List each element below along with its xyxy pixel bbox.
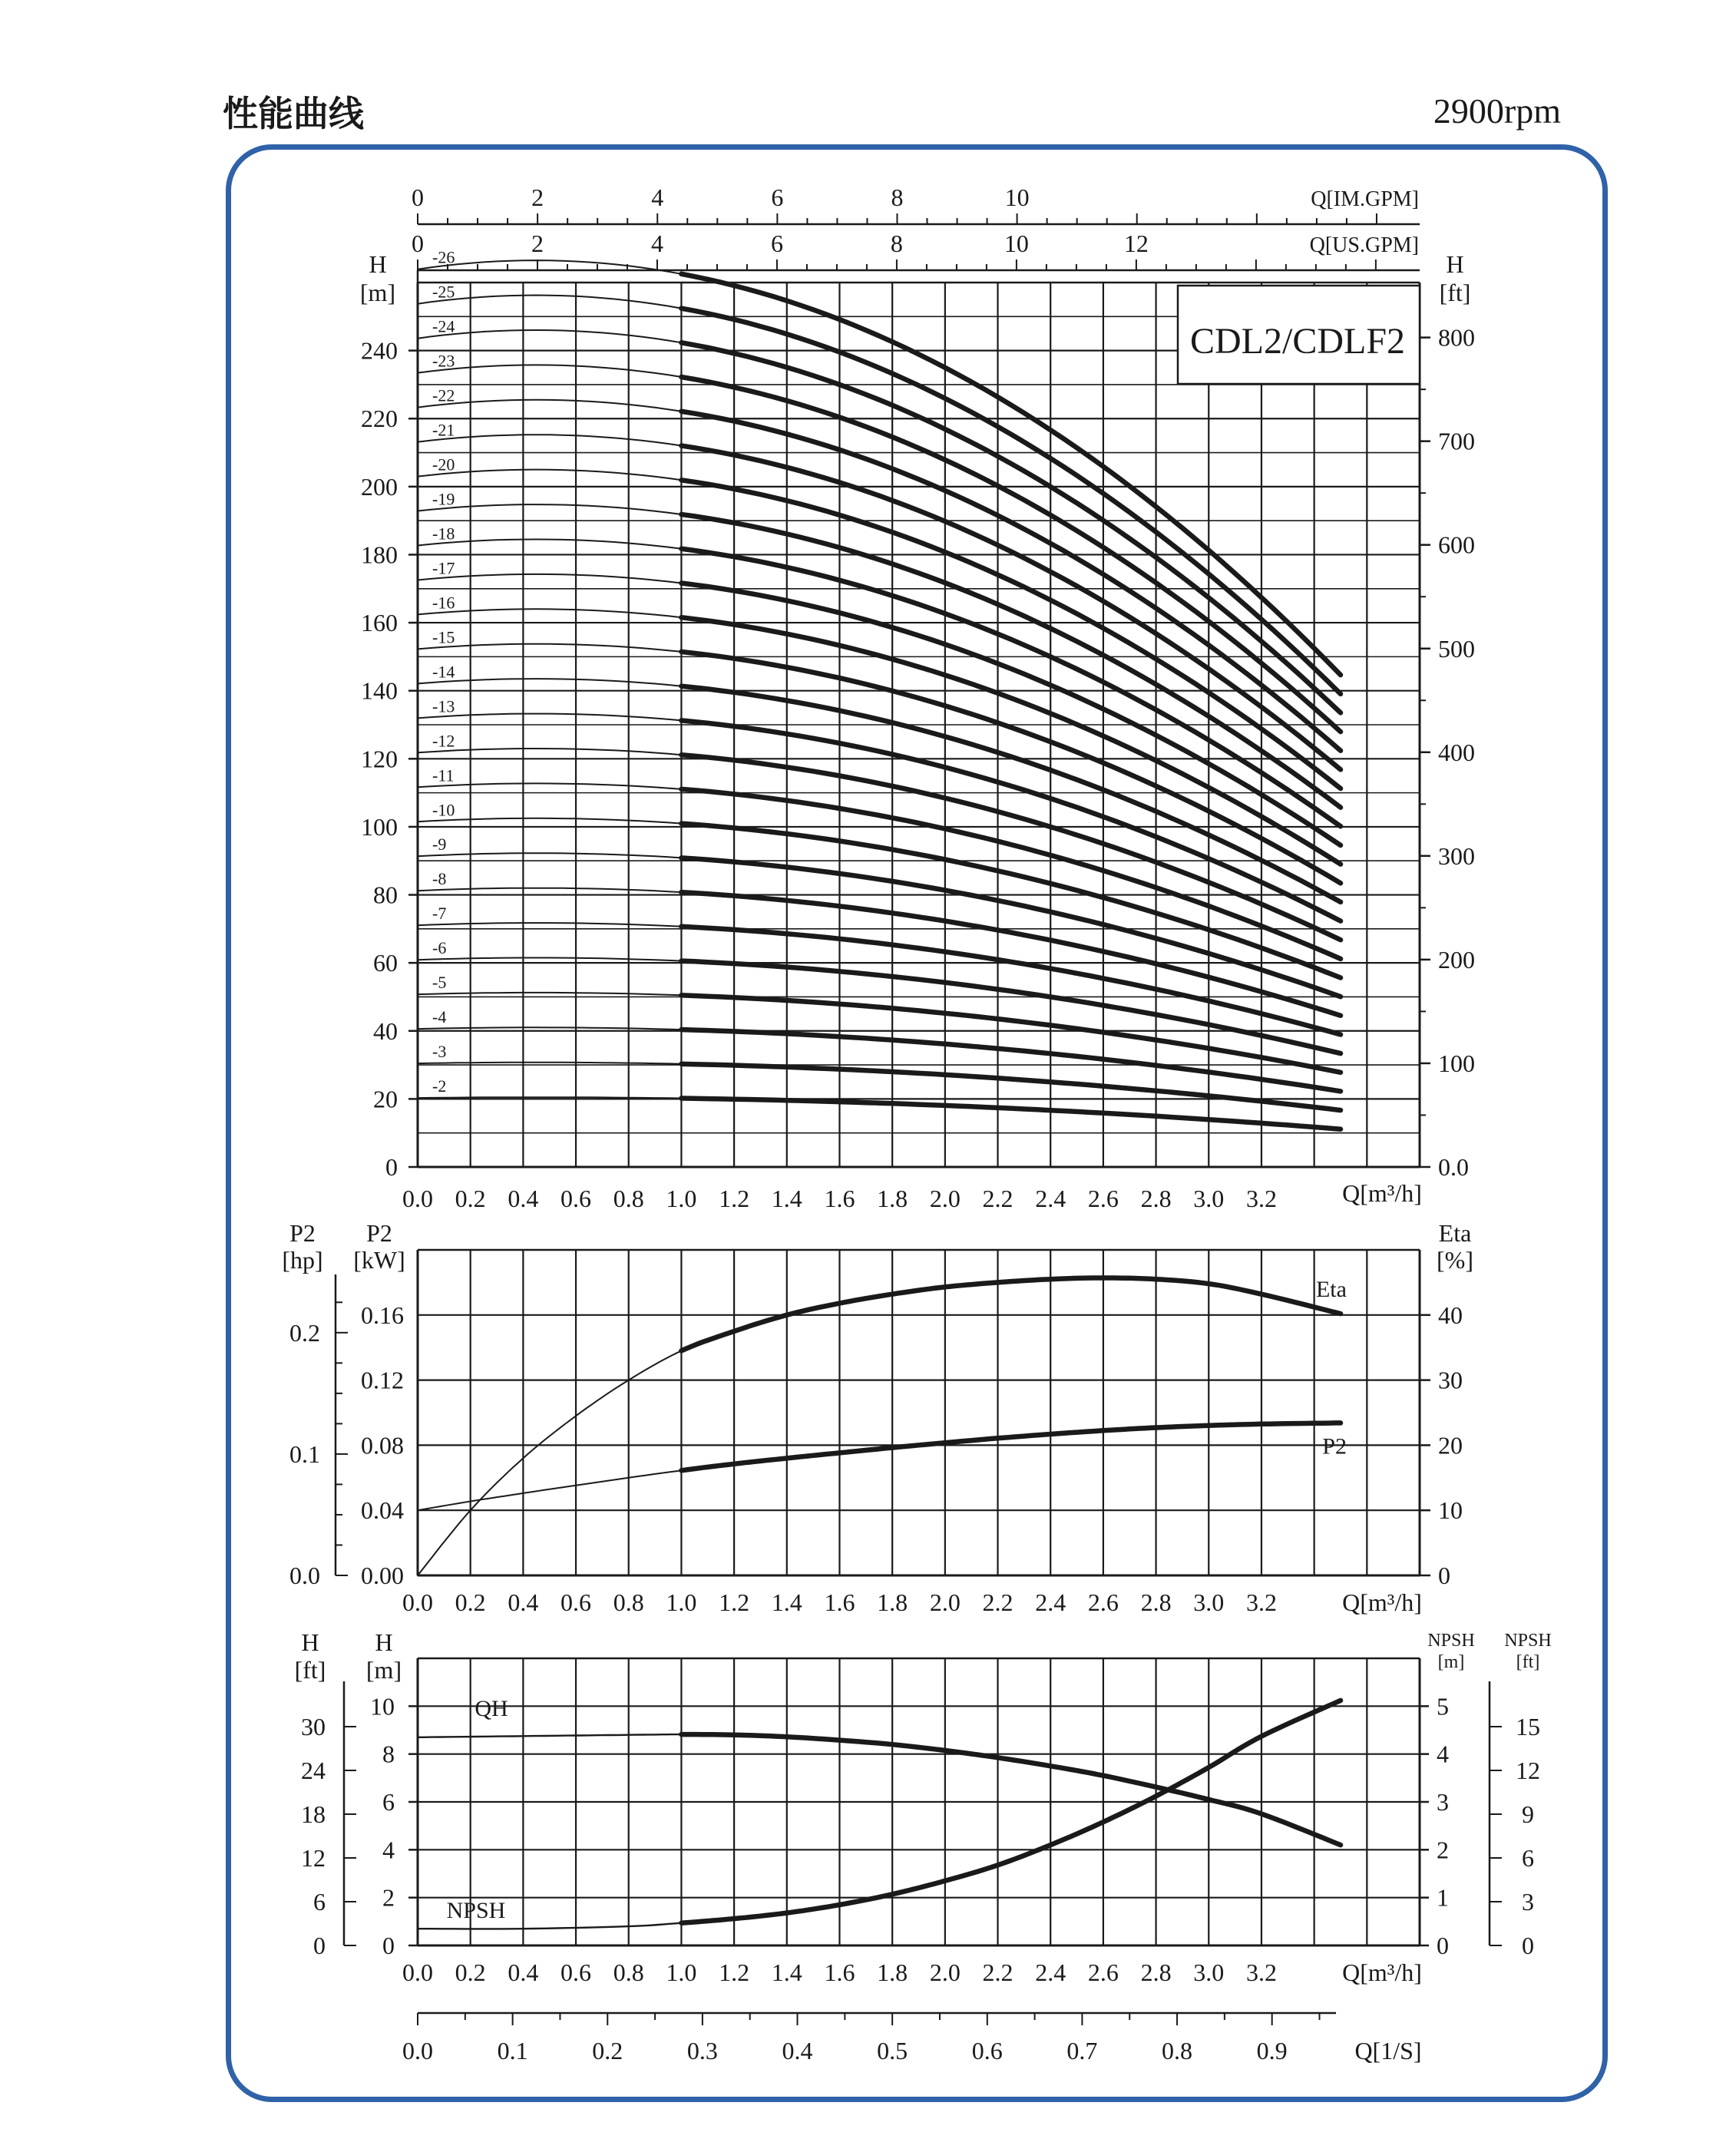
ls-tick: 0.6 — [971, 2037, 1003, 2064]
np-npsh-m-label-unit: [m] — [1437, 1652, 1465, 1672]
qh-ylabel-unit: [m] — [359, 279, 396, 306]
qh-rlabel-unit: [ft] — [1439, 279, 1471, 306]
p2-xtick: 2.0 — [929, 1588, 961, 1616]
qh-curve--3 — [681, 1064, 1341, 1110]
qh-ytick: 80 — [373, 881, 398, 909]
model-label: CDL2/CDLF2 — [1189, 321, 1406, 362]
np-npsh-ft-tick: 15 — [1516, 1713, 1540, 1741]
np-series-thin-NPSH — [418, 1923, 681, 1929]
np-ft-label-unit: [ft] — [294, 1656, 326, 1684]
p2-xtick: 0.8 — [613, 1588, 644, 1616]
qh-curve--9 — [681, 858, 1341, 997]
qh-curve-thin--3 — [418, 1063, 681, 1064]
qh-xtick: 0.4 — [508, 1185, 539, 1212]
p2-xtick: 3.2 — [1245, 1588, 1277, 1616]
qh-ytick: 160 — [361, 609, 398, 637]
qh-xtick: 1.0 — [666, 1185, 697, 1212]
us-gpm-label: 2 — [531, 230, 544, 257]
np-xtick: 0.8 — [613, 1959, 644, 1986]
qh-stage-label: -22 — [432, 385, 455, 405]
qh-stage-label: -12 — [432, 731, 455, 751]
us-gpm-label: 12 — [1123, 230, 1149, 257]
np-series-thin-QH — [418, 1734, 681, 1737]
np-xtick: 2.2 — [982, 1959, 1013, 1986]
qh-xtick: 1.6 — [824, 1185, 855, 1212]
np-npsh-ft-tick: 6 — [1522, 1844, 1534, 1873]
qh-stage-label: -4 — [432, 1007, 447, 1027]
qh-stage-label: -25 — [432, 282, 455, 302]
p2-kw-label-unit: [kW] — [353, 1246, 405, 1274]
qh-xtick: 2.8 — [1140, 1185, 1172, 1212]
qh-xtick: 2.4 — [1035, 1185, 1066, 1212]
qh-ytick: 60 — [373, 949, 398, 977]
ls-tick: 0.8 — [1162, 2037, 1193, 2064]
qh-stage-label: -6 — [432, 938, 447, 958]
np-npsh-ft-tick: 9 — [1522, 1800, 1534, 1829]
p2-eta-tick: 40 — [1438, 1301, 1463, 1329]
qh-curve-thin--16 — [418, 609, 681, 617]
qh-ytick: 40 — [373, 1016, 398, 1045]
qh-curve--19 — [681, 514, 1341, 808]
qh-rtick: 100 — [1438, 1049, 1475, 1077]
qh-xtick: 0.0 — [402, 1185, 433, 1212]
p2-hp-tick: 0.2 — [289, 1318, 320, 1347]
np-xtick: 2.4 — [1035, 1959, 1066, 1986]
p2-xtick: 0.0 — [402, 1588, 433, 1616]
qh-ytick: 100 — [361, 812, 398, 841]
qh-stage-label: -2 — [432, 1076, 447, 1096]
np-ft-label-h: H — [301, 1628, 319, 1656]
np-xtick: 1.8 — [877, 1959, 908, 1986]
np-xtick: 1.4 — [771, 1959, 802, 1986]
qh-xtick: 0.8 — [613, 1185, 644, 1212]
np-xtick: 2.8 — [1140, 1959, 1172, 1986]
p2-xtick: 0.4 — [508, 1588, 539, 1616]
rpm-label: 2900rpm — [1433, 91, 1561, 131]
qh-stage-label: -23 — [432, 351, 455, 371]
qh-stage-label: -8 — [432, 869, 447, 889]
ls-tick: 0.9 — [1256, 2037, 1288, 2064]
qh-curve-thin--22 — [418, 400, 681, 412]
qh-curve--4 — [681, 1030, 1341, 1091]
qh-curve-thin--9 — [418, 853, 681, 858]
qh-stage-label: -21 — [432, 420, 455, 440]
im-gpm-label: 6 — [771, 183, 784, 211]
p2-series-thin-P2 — [418, 1470, 681, 1510]
us-gpm-label: 4 — [650, 230, 663, 257]
np-xtick: 3.0 — [1193, 1959, 1225, 1986]
np-ft-tick: 0 — [313, 1932, 326, 1959]
np-ft-tick: 18 — [301, 1800, 326, 1829]
qh-curve-thin--8 — [418, 888, 681, 892]
qh-ytick: 240 — [361, 336, 398, 365]
qh-stage-label: -19 — [432, 489, 455, 509]
qh-xlabel: Q[m³/h] — [1342, 1179, 1422, 1207]
qh-curve-thin--10 — [418, 818, 681, 824]
np-xtick: 1.2 — [719, 1959, 750, 1986]
qh-rtick: 600 — [1438, 531, 1475, 559]
p2-xtick: 1.0 — [666, 1588, 697, 1616]
p2-kw-tick: 0.12 — [361, 1366, 404, 1394]
p2-kw-tick: 0.04 — [361, 1496, 404, 1525]
qh-xtick: 1.2 — [719, 1185, 750, 1212]
qh-ytick: 120 — [361, 745, 398, 773]
qh-xtick: 1.8 — [877, 1185, 908, 1212]
ls-xlabel: Q[1/S] — [1354, 2037, 1422, 2064]
p2-xtick: 0.2 — [455, 1588, 486, 1616]
qh-curve-thin--18 — [418, 540, 681, 549]
np-npsh-ft-tick: 3 — [1522, 1888, 1534, 1916]
np-npsh-m-tick: 0 — [1437, 1932, 1449, 1959]
qh-curve--14 — [681, 686, 1341, 902]
p2-xtick: 2.4 — [1035, 1588, 1066, 1616]
np-xtick: 3.2 — [1245, 1959, 1277, 1986]
np-series-QH — [681, 1734, 1341, 1845]
qh-curve--2 — [681, 1099, 1341, 1129]
np-npsh-m-tick: 5 — [1437, 1692, 1449, 1721]
qh-curve-thin--11 — [418, 783, 681, 789]
p2-eta-label-h: Eta — [1438, 1219, 1472, 1247]
np-npsh-m-tick: 1 — [1437, 1883, 1449, 1912]
np-m-tick: 4 — [382, 1836, 395, 1864]
np-m-tick: 0 — [382, 1932, 395, 1959]
np-xlabel: Q[m³/h] — [1342, 1959, 1422, 1986]
np-m-tick: 6 — [382, 1788, 395, 1816]
np-xtick: 2.0 — [929, 1959, 961, 1986]
qh-stage-label: -26 — [432, 247, 455, 267]
p2-hp-label-h: P2 — [289, 1219, 316, 1247]
np-series-label: QH — [475, 1695, 508, 1721]
qh-curve-thin--17 — [418, 574, 681, 583]
us-gpm-label: 8 — [890, 230, 903, 257]
qh-stage-label: -20 — [432, 455, 455, 474]
qh-curve-thin--20 — [418, 470, 681, 481]
qh-curve-thin--26 — [418, 260, 681, 274]
qh-stage-label: -14 — [432, 662, 455, 682]
p2-xtick: 2.6 — [1087, 1588, 1119, 1616]
p2-xtick: 1.8 — [877, 1588, 908, 1616]
im-gpm-label: 8 — [891, 183, 904, 211]
p2-series-label: Eta — [1315, 1277, 1347, 1303]
qh-curve-thin--19 — [418, 504, 681, 514]
p2-xlabel: Q[m³/h] — [1342, 1588, 1422, 1616]
p2-eta-tick: 30 — [1438, 1366, 1463, 1394]
qh-stage-label: -15 — [432, 627, 455, 647]
np-xtick: 2.6 — [1087, 1959, 1119, 1986]
qh-stage-label: -17 — [432, 558, 455, 578]
qh-stage-label: -5 — [432, 973, 447, 993]
qh-rtick: 0.0 — [1438, 1153, 1469, 1181]
p2-series-thin-Eta — [418, 1350, 681, 1575]
np-npsh-m-tick: 2 — [1437, 1836, 1449, 1864]
np-xtick: 1.0 — [666, 1959, 697, 1986]
p2-hp-tick: 0.1 — [289, 1440, 320, 1468]
qh-xtick: 2.2 — [982, 1185, 1013, 1212]
qh-ylabel-h: H — [369, 250, 387, 278]
qh-ytick: 220 — [361, 405, 398, 433]
ls-tick: 0.7 — [1066, 2037, 1098, 2064]
p2-xtick: 2.2 — [982, 1588, 1013, 1616]
qh-rtick: 400 — [1438, 738, 1475, 766]
qh-curve-thin--24 — [418, 330, 681, 342]
im-gpm-title: Q[IM.GPM] — [1311, 187, 1419, 211]
p2-kw-label-h: P2 — [366, 1219, 392, 1247]
qh-stage-label: -9 — [432, 835, 447, 854]
np-xtick: 0.4 — [508, 1959, 539, 1986]
qh-stage-label: -11 — [432, 765, 455, 785]
np-ft-tick: 12 — [301, 1844, 326, 1873]
ls-tick: 0.4 — [782, 2037, 813, 2064]
qh-curve-thin--25 — [418, 296, 681, 309]
qh-curve-thin--5 — [418, 993, 681, 995]
ls-tick: 0.1 — [497, 2037, 528, 2064]
qh-curve--13 — [681, 720, 1341, 921]
qh-ytick: 200 — [361, 472, 398, 501]
np-xtick: 0.6 — [560, 1959, 592, 1986]
im-gpm-label: 10 — [1004, 183, 1030, 211]
qh-stage-label: -3 — [432, 1042, 447, 1062]
np-m-tick: 8 — [382, 1740, 395, 1768]
us-gpm-label: 10 — [1004, 230, 1029, 257]
p2-eta-tick: 10 — [1438, 1496, 1463, 1525]
qh-xtick: 2.0 — [929, 1185, 961, 1212]
np-series-label: NPSH — [446, 1898, 506, 1924]
page-title: 性能曲线 — [223, 93, 364, 134]
p2-kw-tick: 0.00 — [361, 1562, 404, 1589]
p2-series-P2 — [681, 1423, 1341, 1470]
p2-xtick: 1.2 — [719, 1588, 750, 1616]
p2-eta-label-unit: [%] — [1437, 1246, 1473, 1274]
ls-tick: 0.2 — [592, 2037, 623, 2064]
np-npsh-ft-label-unit: [ft] — [1516, 1652, 1540, 1672]
us-gpm-label: 0 — [412, 230, 424, 257]
qh-rtick: 300 — [1438, 841, 1475, 870]
qh-ytick: 20 — [373, 1085, 398, 1113]
p2-xtick: 1.4 — [771, 1588, 802, 1616]
np-npsh-m-tick: 4 — [1437, 1740, 1449, 1768]
qh-xtick: 3.0 — [1193, 1185, 1225, 1212]
qh-xtick: 3.2 — [1245, 1185, 1277, 1212]
qh-stage-label: -10 — [432, 800, 455, 820]
qh-curve-thin--7 — [418, 923, 681, 927]
np-m-tick: 10 — [370, 1692, 395, 1721]
qh-xtick: 0.6 — [560, 1185, 592, 1212]
p2-eta-tick: 20 — [1438, 1431, 1463, 1459]
qh-xtick: 0.2 — [455, 1185, 486, 1212]
np-m-label-unit: [m] — [365, 1656, 402, 1684]
p2-xtick: 1.6 — [824, 1588, 855, 1616]
qh-curve-thin--6 — [418, 958, 681, 961]
np-npsh-m-tick: 3 — [1437, 1788, 1449, 1816]
qh-stage-label: -24 — [432, 316, 455, 336]
qh-curve-thin--13 — [418, 714, 681, 721]
qh-curve-thin--14 — [418, 679, 681, 686]
np-ft-tick: 24 — [301, 1757, 326, 1785]
p2-eta-tick: 0 — [1438, 1562, 1450, 1589]
np-series-NPSH — [681, 1701, 1341, 1923]
qh-rtick: 700 — [1438, 427, 1475, 455]
np-npsh-ft-tick: 12 — [1516, 1757, 1540, 1785]
p2-xtick: 0.6 — [560, 1588, 592, 1616]
qh-curve-thin--12 — [418, 749, 681, 755]
qh-xtick: 2.6 — [1087, 1185, 1119, 1212]
qh-curve-thin--4 — [418, 1027, 681, 1030]
qh-stage-label: -13 — [432, 696, 455, 716]
np-npsh-m-label-h: NPSH — [1427, 1631, 1475, 1651]
np-xtick: 0.0 — [402, 1959, 433, 1986]
p2-xtick: 2.8 — [1140, 1588, 1172, 1616]
qh-ytick: 180 — [361, 540, 398, 569]
qh-curve-thin--23 — [418, 365, 681, 377]
qh-rtick: 500 — [1438, 634, 1475, 663]
p2-hp-tick: 0.0 — [289, 1562, 320, 1589]
qh-ytick: 140 — [361, 676, 398, 705]
np-ft-tick: 6 — [313, 1888, 326, 1916]
p2-hp-label-unit: [hp] — [282, 1246, 323, 1274]
qh-rlabel-h: H — [1446, 250, 1464, 278]
qh-stage-label: -18 — [432, 524, 455, 544]
p2-kw-tick: 0.08 — [361, 1431, 404, 1459]
np-m-label-h: H — [375, 1628, 393, 1656]
qh-curve-thin--15 — [418, 644, 681, 652]
p2-xtick: 3.0 — [1193, 1588, 1225, 1616]
us-gpm-title: Q[US.GPM] — [1309, 233, 1419, 257]
im-gpm-label: 4 — [651, 183, 664, 211]
np-xtick: 1.6 — [824, 1959, 855, 1986]
np-npsh-ft-label-h: NPSH — [1504, 1631, 1552, 1651]
qh-xtick: 1.4 — [771, 1185, 802, 1212]
np-m-tick: 2 — [382, 1883, 395, 1912]
qh-rtick: 200 — [1438, 945, 1475, 973]
qh-stage-label: -16 — [432, 593, 455, 613]
np-npsh-ft-tick: 0 — [1522, 1932, 1534, 1959]
us-gpm-label: 6 — [770, 230, 783, 257]
p2-kw-tick: 0.16 — [361, 1301, 404, 1329]
ls-tick: 0.5 — [877, 2037, 908, 2064]
np-ft-tick: 30 — [301, 1713, 326, 1741]
qh-rtick: 800 — [1438, 323, 1475, 352]
im-gpm-label: 0 — [412, 183, 424, 211]
p2-series-label: P2 — [1322, 1433, 1347, 1459]
im-gpm-label: 2 — [531, 183, 544, 211]
ls-tick: 0.0 — [402, 2037, 433, 2064]
qh-stage-label: -7 — [432, 904, 447, 924]
ls-tick: 0.3 — [686, 2037, 718, 2064]
qh-curve-thin--21 — [418, 435, 681, 445]
qh-ytick: 0 — [385, 1153, 398, 1181]
np-xtick: 0.2 — [455, 1959, 486, 1986]
